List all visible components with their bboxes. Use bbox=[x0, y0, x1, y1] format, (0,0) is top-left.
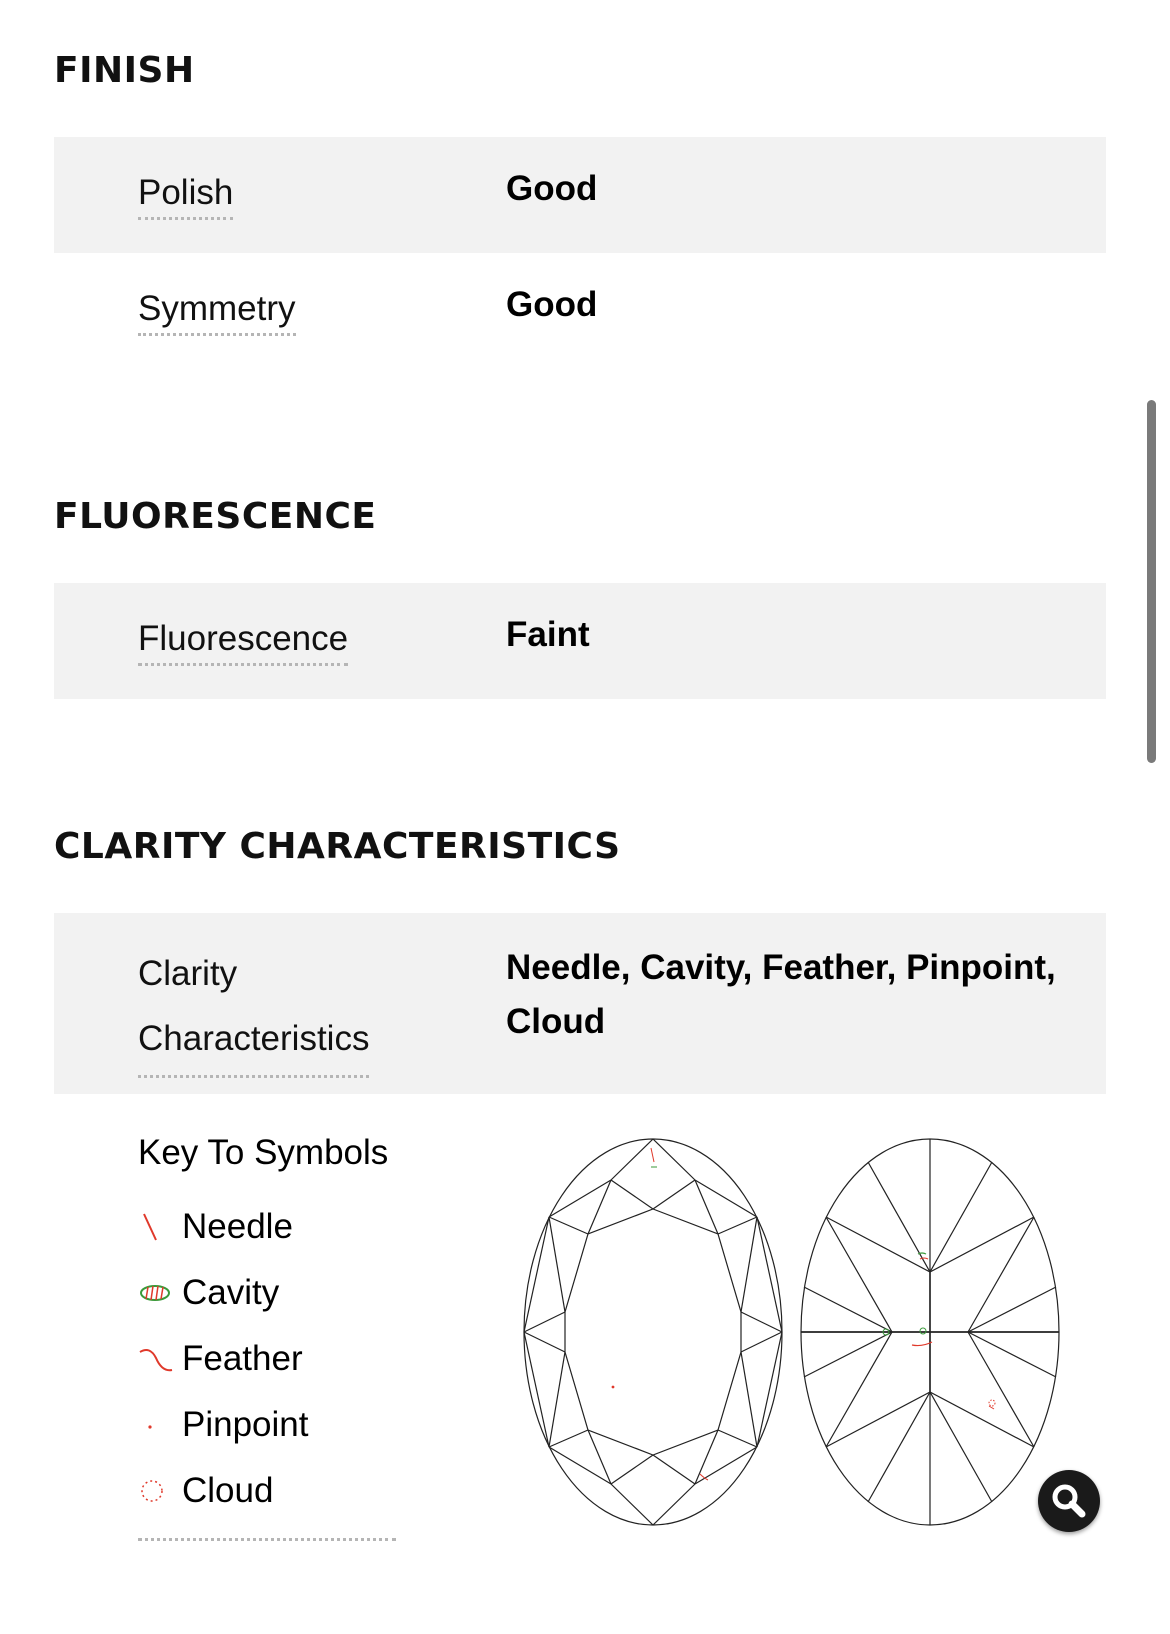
key-to-symbols[interactable] bbox=[138, 1128, 396, 1541]
zoom-button[interactable] bbox=[1038, 1470, 1100, 1532]
crown-view bbox=[524, 1139, 782, 1525]
key-item-feather bbox=[138, 1326, 396, 1392]
key-item-needle bbox=[138, 1194, 396, 1260]
fluorescence-row bbox=[54, 583, 1106, 699]
symmetry-row bbox=[54, 253, 1106, 369]
vertical-scrollbar[interactable] bbox=[1147, 400, 1156, 763]
clarity-characteristics-row bbox=[54, 913, 1106, 1094]
polish-row bbox=[54, 137, 1106, 253]
key-item-label: Cloud bbox=[182, 1471, 274, 1510]
finish-section-title: FINISH bbox=[54, 50, 195, 91]
symmetry-value: Good bbox=[506, 285, 598, 324]
clarity-label-line2: Characteristics bbox=[138, 1019, 370, 1058]
key-item-cloud bbox=[138, 1458, 396, 1524]
clarity-value-line2: Cloud bbox=[506, 1002, 606, 1041]
key-item-cavity bbox=[138, 1260, 396, 1326]
clarity-label-line1: Clarity bbox=[138, 954, 238, 993]
needle-icon bbox=[138, 1207, 182, 1247]
fluorescence-value: Faint bbox=[506, 615, 590, 654]
feather-icon bbox=[138, 1339, 182, 1379]
clarity-characteristics-label[interactable] bbox=[138, 941, 369, 1078]
clarity-plot-diagram[interactable] bbox=[520, 1132, 1060, 1537]
pinpoint-icon bbox=[138, 1405, 182, 1445]
clarity-characteristics-value bbox=[506, 941, 1056, 1049]
key-to-symbols-title: Key To Symbols bbox=[138, 1133, 389, 1172]
key-item-label: Feather bbox=[182, 1339, 303, 1378]
fluorescence-label[interactable]: Fluorescence bbox=[138, 619, 348, 666]
pavilion-view bbox=[801, 1139, 1059, 1525]
key-item-label: Pinpoint bbox=[182, 1405, 309, 1444]
magnifier-icon bbox=[1038, 1470, 1100, 1532]
key-item-label: Cavity bbox=[182, 1273, 280, 1312]
clarity-value-line1: Needle, Cavity, Feather, Pinpoint, bbox=[506, 948, 1056, 987]
key-item-label: Needle bbox=[182, 1207, 293, 1246]
symmetry-label[interactable]: Symmetry bbox=[138, 289, 296, 336]
polish-value: Good bbox=[506, 169, 598, 208]
polish-label[interactable]: Polish bbox=[138, 173, 233, 220]
cavity-icon bbox=[138, 1273, 182, 1313]
cloud-icon bbox=[138, 1471, 182, 1511]
clarity-section-title: CLARITY CHARACTERISTICS bbox=[54, 826, 621, 867]
key-item-pinpoint bbox=[138, 1392, 396, 1458]
diamond-plot-svg bbox=[520, 1132, 1060, 1532]
fluorescence-section-title: FLUORESCENCE bbox=[54, 496, 377, 537]
